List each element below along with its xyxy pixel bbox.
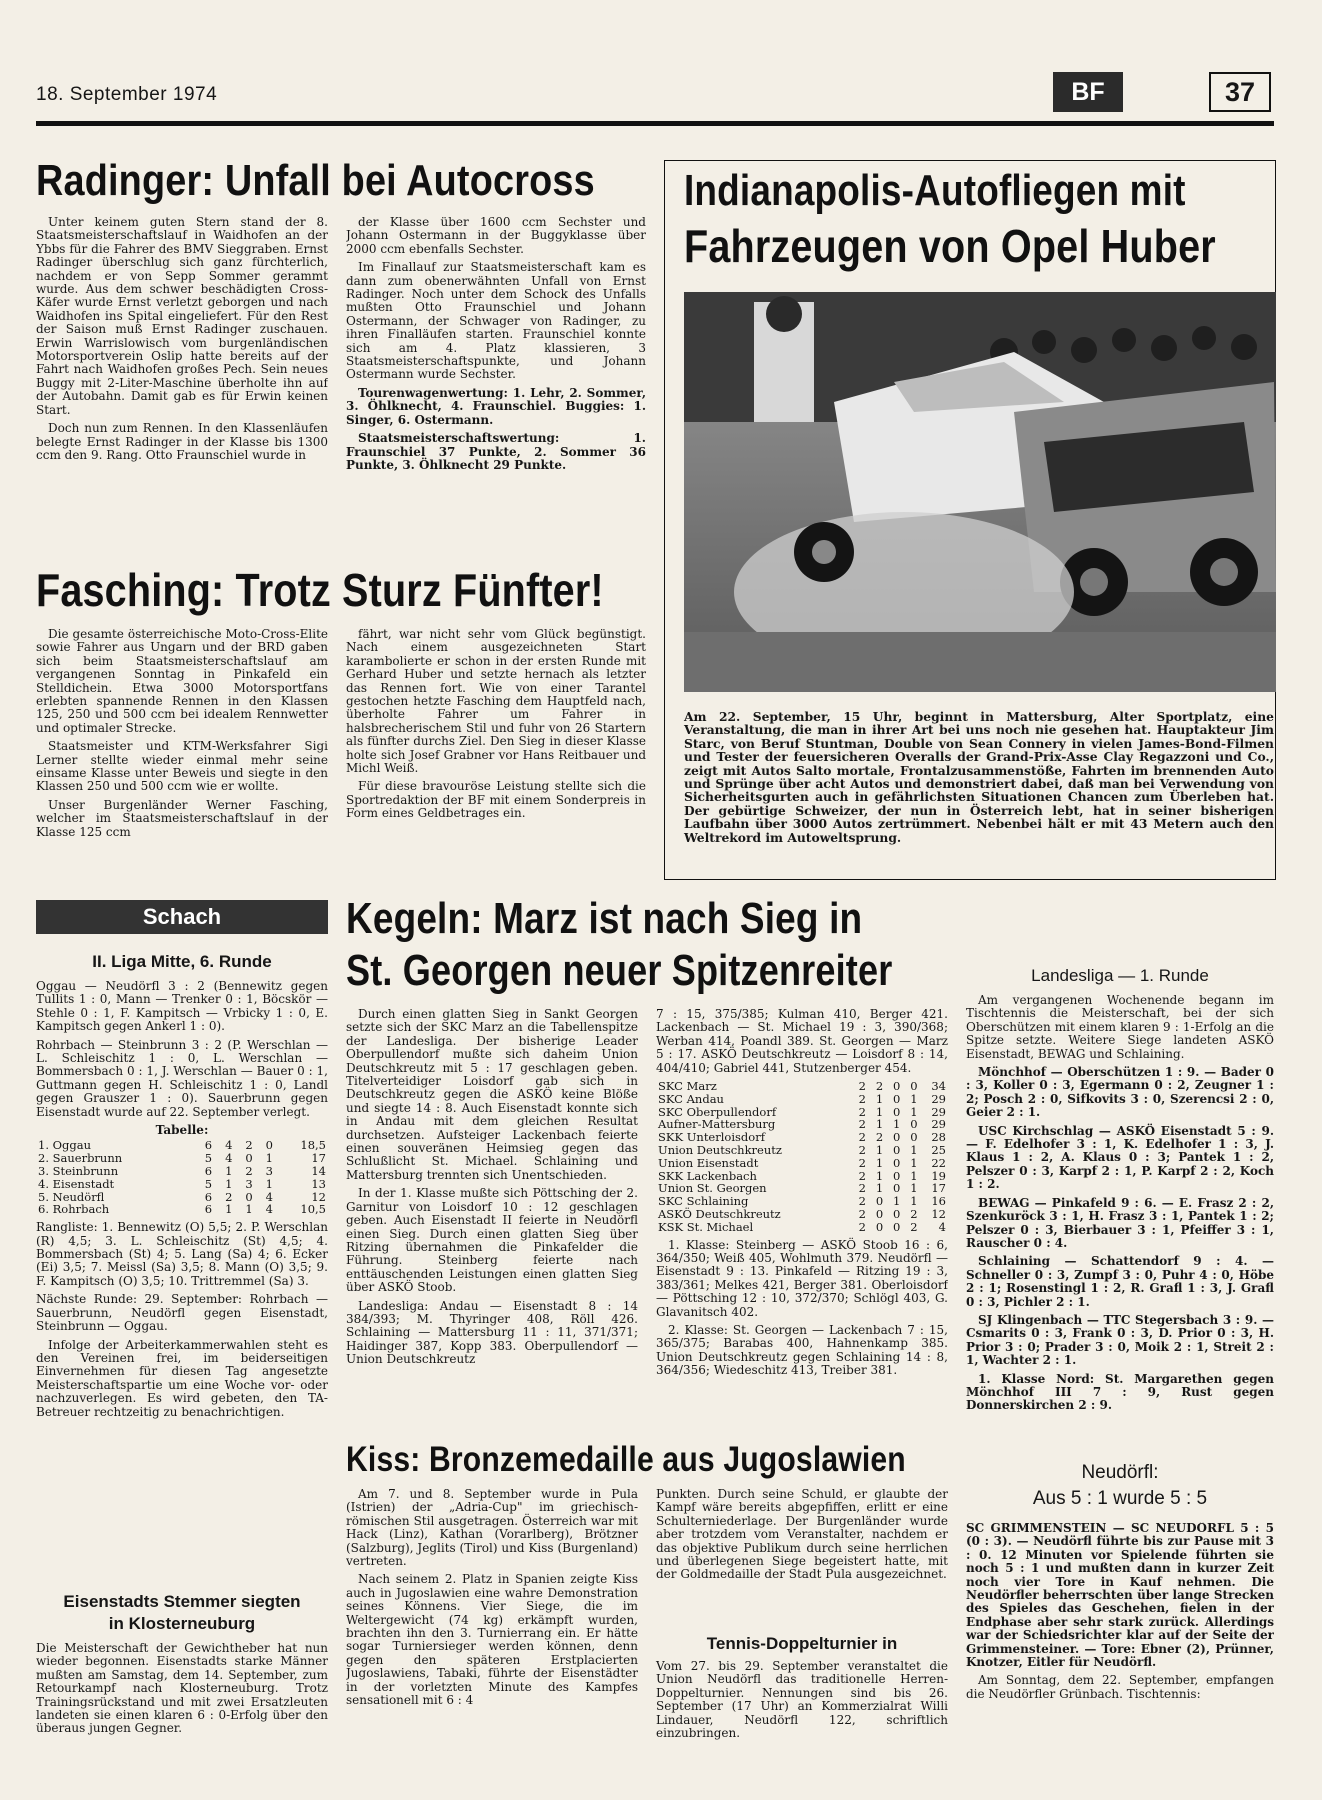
kegeln-table-value: 2 [875,1130,884,1145]
kegeln-table-value: 17 [931,1181,946,1196]
schach-subhead: II. Liga Mitte, 6. Runde [92,952,272,971]
kegeln-table-team: SKK Unterloisdorf [658,1130,765,1145]
kegeln-table-value: 2 [858,1104,866,1119]
kegeln-table-value: 2 [910,1219,918,1234]
issue-date: 18. September 1974 [36,84,218,105]
stemmer-headline-2: in Klosterneuburg [108,1614,256,1633]
schach-note: Infolge der Arbeiterkammerwahlen steht es den Vereinen frei, im beiderseitigen Einvernehmen für diesen Tag angesetzte Meisterschaftspartie um eine Woche vor- oder nachzuverlegen. Es wird gebeten, den TA-Betreuer rechtzeitig zu benachrichtigen. [36,1337,328,1419]
kegeln-table-row [656,1093,948,1106]
landesliga-p1: Am vergangenen Wochenende begann im Tischtennis die Meisterschaft, bei der sich Oberschützen mit einem klaren 9 : 1-Erfolg an die Spitze setzte. Weitere Siege landeten ASKÖ Eisenstadt, BEWAG und Schlaining. [966,994,1274,1061]
schach-table-value: 0 [245,1151,253,1166]
kegeln-p3: Landesliga: Andau — Eisenstadt 8 : 14 384/393; M. Thyringer 408, Röll 426. Schlaining — Mattersburg 11 : 11, 371/371; Haidinger 387, Kopp 383. Oberpullendorf — Union Deutschkreutz [346,1298,638,1367]
radinger-headline: Radinger: Unfall bei Autocross [36,156,595,205]
schach-table-title: Tabelle: [155,1123,209,1138]
schach-table-team: 2. Sauerbrunn [38,1151,123,1166]
indianapolis-headline-2: Fahrzeugen von Opel Huber [684,220,1216,272]
kegeln-table-value: 2 [858,1143,866,1158]
kegeln-table-value: 29 [931,1104,946,1119]
kegeln-table-value: 1 [875,1155,884,1170]
kegeln-table-row [656,1080,948,1093]
kegeln-p4: 1. Klasse: Steinberg — ASKÖ Stoob 16 : 6, 364/350; Weiß 405, Wohlmuth 379. Neudörfl — Eisenstadt 9 : 13. Pinkafeld — Ritzing 19 : 3, 383/361; Melkes 421, Berger 381. Oberloisdorf — Pöttsching 12 : 10, 372/370; Schlögl 403, G. Glavanitsch 402. [656,1237,948,1319]
kegeln-table-value: 0 [893,1143,901,1158]
kegeln-table-value: 34 [931,1079,946,1094]
neudoerfl-headline-2: Aus 5 : 1 wurde 5 : 5 [1032,1488,1208,1509]
kegeln-table-value: 0 [875,1194,884,1209]
schach-next-round: Nächste Runde: 29. September: Rohrbach — Sauerbrunn, Neudörfl gegen Eisenstadt, Steinbrunn — Oggau. [36,1292,328,1334]
kegeln-table-team: SKC Oberpullendorf [658,1104,777,1119]
fasching-p4: fährt, war nicht sehr vom Glück begünstigt. Nach einem ausgezeichneten Start karambolierte er schon in der ersten Runde mit Gerhard Huber und setzte hernach als letzter das Rennen fort. Wie von einer Tarantel gestochen hetzte Fasching dem Hauptfeld nach, überholte Fahrer um Fahrer in halsbrecherischem Stil und fuhr von 26 Startern als fünfter durchs Ziel. Den Sieg in dieser Klasse holte sich Josef Grabner vor Hans Reitbauer und Michl Weiß. [346,628,646,776]
schach-table-value: 14 [311,1164,326,1179]
radinger-p1: Unter keinem guten Stern stand der 8. Staatsmeisterschaftslauf in Waidhofen an der Ybbs für die Fahrer des BMV Sieggraben. Ernst Radinger überschlug sich ganz fürchterlich, nachdem er von Sepp Sommer gerammt wurde. Aus dem schwer beschädigten Cross-Käfer wurde Ernst verletzt geborgen und nach Waidhofen ins Spital eingeliefert. Für den Rest der Saison muß Ernst Radinger zuschauen. Erwin Warrislowisch vom burgenländischen Motorsportverein Oslip hatte bereits auf der Fahrt nach Waidhofen großes Pech. Sein neues Buggy mit 2-Liter-Maschine überholte ihn auf der Autobahn. Damit gab es für Erwin keinen Start. [36,216,328,417]
kegeln-table-value: 1 [910,1143,918,1158]
schach-results-2: Rohrbach — Steinbrunn 3 : 2 (P. Werschlan — L. Schleischitz 1 : 0, L. Werschlan — Bommersbach 0 : 1, J. Werschlan — Bauer 0 : 1, Guttmann gegen H. Schleischitz 1 : 0, Landl gegen Grauszer 1 : 0). Sauerbrunn gegen Eisenstadt wurde auf 22. September verlegt. [36,1037,328,1119]
kegeln-table-value: 1 [893,1117,901,1132]
radinger-p5: Tourenwagenwertung: 1. Lehr, 2. Sommer, 3. Öhlknecht, 4. Fraunschiel. Buggies: 1. Singer, 6. Ostermann. [346,385,646,427]
kegeln-table-value: 28 [931,1130,946,1145]
kegeln-col2 [656,1008,948,1430]
schach-table-value: 5 [204,1176,213,1191]
kegeln-table-value: 0 [893,1091,901,1106]
kegeln-table-value: 1 [910,1155,918,1170]
page-number: 37 [1209,72,1271,112]
schach-table-value: 12 [311,1189,326,1204]
schach-table-value: 17 [311,1151,326,1166]
indianapolis-caption: Am 22. September, 15 Uhr, beginnt in Mattersburg, Alter Sportplatz, eine Veranstaltung, die man in ihrer Art bei uns noch nie gesehen hat. Hauptakteur Jim Starc, von Beruf Stuntman, Double von Sean Connery in vielen James-Bond-Filmen und Tester der feuersicheren Overalls der Grand-Prix-Asse Clay Regazzoni und Co., zeigt mit Autos Salto mortale, Frontalzusammenstöße, Fahrten im brennenden Auto und Sprünge über acht Autos und demonstriert dabei, daß man bei Verwendung von Sicherheitsgurten auch in gefährlichsten Situationen Chancen zum Überleben hat. Der gebürtige Schweizer, der nun in Österreich lebt, hat in seiner bisherigen Laufbahn über 3000 Autos zertrümmert. Nebenbei hält er mit 43 Metern auch den Weltrekord im Autoweltsprung. [684,709,1274,845]
neudoerfl-body [966,1522,1274,1788]
kegeln-table-value: 29 [931,1117,946,1132]
landesliga-headline: Landesliga — 1. Runde [1031,966,1209,985]
masthead-rule [36,121,1274,126]
kegeln-table-value: 2 [910,1207,918,1221]
schach-table-value: 5 [204,1151,213,1166]
schach-table-value: 10,5 [300,1202,326,1217]
kiss-headline: Kiss: Bronzemedaille aus Jugoslawien [346,1440,906,1479]
kegeln-table-value: 25 [931,1143,946,1158]
landesliga-p4: BEWAG — Pinkafeld 9 : 6. — E. Frasz 2 : 2, Szenkuröck 3 : 1, H. Frasz 3 : 1, Pantek 1 : 2; Pelszer 0 : 3, Bierbauer 3 : 1, Pfeiffer 3 : 1, Rauscher 0 : 4. [966,1195,1274,1250]
schach-table-value: 4 [225,1138,233,1153]
kiss-col1 [346,1488,638,1788]
kegeln-table-value: 1 [875,1181,884,1196]
schach-table-team: 1. Oggau [38,1138,92,1153]
kegeln-col1 [346,1008,638,1430]
schach-table-team: 5. Neudörfl [38,1189,105,1204]
kegeln-table-value: 0 [875,1219,884,1234]
kegeln-results-top: 7 : 15, 375/385; Kulman 410, Berger 421. Lackenbach — St. Michael 19 : 3, 390/368; Werban 414, Poandl 389. St. Georgen — Marz 5 : 17. ASKÖ Deutschkreutz — Loisdorf 8 : 14, 404/410; Gabriel 441, Stutzenberger 454. [656,1008,948,1075]
schach-table-value: 1 [225,1176,233,1191]
kegeln-table-value: 0 [875,1207,884,1221]
kegeln-table [656,1080,948,1234]
kegeln-table-team: Union Eisenstadt [658,1155,759,1170]
kegeln-table-value: 0 [893,1181,901,1196]
schach-table-value: 2 [225,1189,233,1204]
kegeln-table-value: 1 [875,1104,884,1119]
kiss-col2 [656,1488,948,1632]
kegeln-table-team: Union Deutschkreutz [658,1143,782,1158]
kegeln-table-value: 2 [858,1219,866,1234]
kiss-p3: Punkten. Durch seine Schuld, er glaubte der Kampf wäre bereits abgepfiffen, erlitt er eine Schulterniederlage. Der Burgenländer wurde aber trotzdem vom Veranstalter, nachdem er das objektive Publikum durch seine herrlichen und überlegenen Siege begeistert hatte, mit der Goldmedaille der Stadt Pula ausgezeichnet. [656,1488,948,1582]
schach-table-team: 4. Eisenstadt [38,1176,115,1191]
kegeln-table-row [656,1221,948,1234]
kegeln-table-value: 0 [910,1117,918,1132]
kegeln-table-value: 0 [893,1104,901,1119]
kegeln-table-value: 0 [910,1079,918,1094]
kegeln-table-value: 2 [858,1168,866,1183]
kegeln-table-value: 1 [910,1194,918,1209]
kegeln-table-team: ASKÖ Deutschkreutz [658,1207,781,1221]
stunt-car-photo [684,292,1276,692]
kegeln-table-value: 2 [858,1079,866,1094]
kegeln-table-value: 22 [931,1155,946,1170]
kegeln-table-row [656,1144,948,1157]
kiss-p1: Am 7. und 8. September wurde in Pula (Istrien) der „Adria-Cup" im griechisch-römischen Stil ausgetragen. Österreich war mit Hack (Linz), Kathan (Vorarlberg), Brötzner (Salzburg), Jeglits (Tirol) und Kiss (Burgenland) vertreten. [346,1488,638,1569]
neudoerfl-headline-1: Neudörfl: [1081,1462,1159,1483]
schach-table-value: 0 [245,1189,253,1204]
fasching-p3: Unser Burgenländer Werner Fasching, welcher im Staatsmeisterschaftslauf in der Klasse 125 ccm [36,797,328,839]
kegeln-table-value: 2 [858,1207,866,1221]
tennis-turnier-headline: Tennis-Doppelturnier in [706,1634,898,1653]
kegeln-table-value: 1 [875,1091,884,1106]
schach-table-value: 1 [245,1202,253,1217]
neudoerfl-p1: SC GRIMMENSTEIN — SC NEUDÖRFL 5 : 5 (0 : 3). — Neudörfl führte bis zur Pause mit 3 : 0. 12 Minuten vor Spielende führten sie noch 5 : 1 und mußten dann in kurzer Zeit noch vier Tore in Kauf nehmen. Die Neudörfler beherrschten über lange Strecken des Spieles das Geschehen, fielen in der Endphase aber sehr stark zurück. Allerdings war der Schiedsrichter klar auf der Seite der Grimmensteiner. — Tore: Ebner (2), Prünner, Knotzer, Eitler für Neudörfl. [966,1522,1274,1670]
schach-table-value: 13 [311,1176,326,1191]
tennis-turnier-text: Vom 27. bis 29. September veranstaltet die Union Neudörfl das traditionelle Herren-Doppelturnier. Nennungen sind bis 26. September (17 Uhr) an Kommerzialrat Willi Lindauer, Neudörfl 122, schriftlich einzubringen. [656,1659,948,1741]
kegeln-table-team: KSK St. Michael [658,1219,754,1234]
schach-table-value: 2 [245,1138,253,1153]
kegeln-table-value: 1 [910,1091,918,1106]
kegeln-table-value: 1 [875,1168,884,1183]
kegeln-table-value: 2 [858,1117,866,1132]
radinger-p6: Staatsmeisterschaftswertung: 1. Fraunschiel 37 Punkte, 2. Sommer 36 Punkte, 3. Öhlknecht 29 Punkte. [346,431,646,472]
kegeln-table-row [656,1208,948,1221]
landesliga-p3: USC Kirchschlag — ASKÖ Eisenstadt 5 : 9. — F. Edelhofer 3 : 1, K. Edelhofer 1 : 3, J. Klaus 1 : 2, A. Klaus 0 : 3; Pantek 1 : 2, Pelszer 0 : 3, Karpf 2 : 1, P. Karpf 2 : 2, Koch 1 : 2. [966,1123,1274,1192]
kegeln-table-value: 19 [931,1168,946,1183]
kegeln-table-value: 2 [875,1079,884,1094]
schach-table-value: 1 [225,1164,233,1179]
kegeln-table-value: 0 [893,1219,901,1234]
fasching-p1: Die gesamte österreichische Moto-Cross-Elite sowie Fahrer aus Ungarn und der BRD gaben sich beim Staatsmeisterschaftslauf am vergangenen Sonntag in Pinkafeld ein Stelldichein. Etwa 3000 Motorsportfans erlebten spannende Rennen in den Klassen 125, 250 und 500 ccm bei idealem Rennwetter und optimaler Strecke. [36,628,328,735]
schach-table-value: 3 [265,1164,273,1179]
schach-table-row [36,1203,328,1216]
fasching-col2 [346,628,646,882]
schach-results [36,980,328,1424]
kegeln-table-row [656,1157,948,1170]
stemmer-text: Die Meisterschaft der Gewichtheber hat nun wieder begonnen. Eisenstadts starke Männer mußten am Samstag, dem 14. September, zum Retourkampf nach Klosterneuburg. Trotz Trainingsrückstand und mit zwei Ersatzleuten landeten sie einen klaren 6 : 0-Erfolg über den überaus jungen Gegner. [36,1641,328,1736]
schach-table-value: 0 [265,1138,273,1153]
schach-table-team: 3. Steinbrunn [38,1164,119,1179]
kegeln-table-value: 1 [910,1181,918,1196]
kegeln-headline-1: Kegeln: Marz ist nach Sieg in [346,894,863,943]
schach-table-value: 6 [204,1138,213,1153]
schach-table-value: 4 [265,1189,273,1204]
kegeln-table-value: 2 [858,1181,866,1196]
landesliga-p7: 1. Klasse Nord: St. Margarethen gegen Mönchhof III 7 : 9, Rust gegen Donnerskirchen 2 : 9. [966,1371,1274,1413]
kiss-p2: Nach seinem 2. Platz in Spanien zeigte Kiss auch in Jugoslawien eine wahre Demonstration seines Könnens. Vier Siege, die im Weltergewicht (74 kg) erkämpft wurden, brachten ihn den 3. Turnierrang ein. Er hätte sogar Turniersieger werden können, denn gegen den späteren Erstplacierten Jugoslawiens, Tabaki, führte der Eisenstädter in der vorletzten Minute des Kampfes sensationell mit 6 : 4 [346,1572,638,1708]
kegeln-table-team: SKC Andau [658,1091,724,1106]
schach-table-row [36,1165,328,1178]
kegeln-table-value: 0 [893,1207,901,1221]
kegeln-table-team: SKC Schlaining [658,1194,749,1209]
kegeln-table-value: 1 [893,1194,901,1209]
radinger-col1 [36,216,328,546]
kegeln-table-value: 29 [931,1091,946,1106]
kegeln-table-value: 1 [875,1117,884,1132]
radinger-p3: der Klasse über 1600 ccm Sechster und Johann Ostermann in der Buggyklasse über 2000 ccm ebenfalls Sechster. [346,216,646,256]
kegeln-table-team: Union St. Georgen [658,1181,767,1196]
schach-table-value: 6 [204,1202,213,1217]
schach-table-value: 2 [245,1164,253,1179]
schach-table-value: 4 [225,1151,233,1166]
kegeln-table-team: SKK Lackenbach [658,1168,757,1183]
kegeln-table-value: 1 [875,1143,884,1158]
kegeln-table-value: 0 [893,1079,901,1094]
kegeln-table-value: 0 [893,1168,901,1183]
fasching-p5: Für diese bravouröse Leistung stellte sich die Sportredaktion der BF mit einem Sonderpreis in Form eines Geldbetrages ein. [346,779,646,821]
schach-table-value: 3 [245,1176,253,1191]
kegeln-p2: In der 1. Klasse mußte sich Pöttsching der 2. Garnitur von Loisdorf 10 : 12 geschlagen geben. Auch Eisenstadt II feierte in Neudörfl einen Sieg. Durch einen glatten Sieg über Ritzing übernahmen die Pinkafelder die Führung. Steinberg feierte nach enttäuschenden Leistungen einen glatten Sieg über ASKÖ Stoob. [346,1186,638,1295]
schach-table-value: 1 [265,1151,273,1166]
landesliga-body [966,994,1274,1434]
landesliga-p6: SJ Klingenbach — TTC Stegersbach 3 : 9. — Csmarits 0 : 3, Frank 0 : 3, D. Prior 0 : 3, H. Prior 3 : 0; Prader 3 : 0, Moik 2 : 1, Streit 2 : 1, Wachter 2 : 1. [966,1312,1274,1368]
kegeln-table-value: 12 [931,1207,946,1221]
kegeln-table-value: 0 [893,1155,901,1170]
schach-table-value: 4 [265,1202,273,1217]
schach-table-row [36,1178,328,1191]
schach-table-value: 18,5 [300,1138,326,1153]
kegeln-table-team: SKC Marz [658,1079,717,1094]
schach-results-1: Oggau — Neudörfl 3 : 2 (Bennewitz gegen Tullits 1 : 0, Mann — Trenker 0 : 1, Böcskör — Stehle 0 : 1, F. Kampitsch — Vrbicky 1 : 0, E. Kampitsch gegen Ankerl 1 : 0). [36,979,328,1034]
schach-table-value: 1 [265,1176,273,1191]
kegeln-table-value: 2 [858,1130,866,1145]
kegeln-table-value: 16 [931,1194,946,1209]
kegeln-table-value: 2 [858,1155,866,1170]
kegeln-table-value: 1 [910,1168,918,1183]
kegeln-table-value: 2 [858,1194,866,1209]
kegeln-table-value: 0 [893,1130,901,1145]
schach-table-value: 6 [204,1164,213,1179]
landesliga-p5: Schlaining — Schattendorf 9 : 4. — Schneller 0 : 3, Zumpf 3 : 0, Puhr 4 : 0, Höbe 2 : 1; Rosenstingl 1 : 2, R. Grafl 1 : 3, J. Grafl 0 : 3, Pichler 2 : 1. [966,1254,1274,1309]
radinger-p2: Doch nun zum Rennen. In den Klassenläufen belegte Ernst Radinger in der Klasse bis 1300 ccm den 9. Rang. Otto Fraunschiel wurde in [36,421,328,462]
schach-table-value: 6 [204,1189,213,1204]
radinger-col2 [346,216,646,546]
kegeln-table-value: 0 [910,1130,918,1145]
fasching-headline: Fasching: Trotz Sturz Fünfter! [36,564,604,616]
kegeln-p1: Durch einen glatten Sieg in Sankt Georgen setzte sich der SKC Marz an die Tabellenspitze der Landesliga. Der bisherige Leader Oberpullendorf mußte sich daheim Union Deutschkreutz mit 5 : 17 geschlagen geben. Titelverteidiger Loisdorf gab sich in Deutschkreutz gegen die ASKÖ keine Blöße und siegte 14 : 8. Auch Eisenstadt konnte sich in Andau mit dem gleichen Resultat durchsetzen. Aufsteiger Lackenbach feierte einen souveränen Heimsieg gegen das Schlußlicht St. Michael. Schlaining und Mattersburg trennten sich Unentschieden. [346,1008,638,1182]
radinger-p4: Im Finallauf zur Staatsmeisterschaft kam es dann zum obenerwähnten Unfall von Ernst Radinger. Noch unter dem Schock des Unfalls mußten Otto Fraunschiel und Johann Ostermann, der Schwager von Radinger, zu ihren Finalläufen starten. Fraunschiel konnte sich am 4. Platz klassieren, 3 Staatsmeisterschaftspunkte, und Johann Ostermann wurde Sechster. [346,260,646,382]
schach-banner: Schach [36,900,328,934]
landesliga-p2: Mönchhof — Oberschützen 1 : 9. — Bader 0 : 3, Koller 0 : 3, Egermann 0 : 2, Zeugner 1 : 2; Posch 2 : 0, Sifkovits 3 : 0, Szerencsi 2 : 0, Geier 2 : 1. [966,1065,1274,1120]
paper-logo: BF [1053,72,1123,112]
kegeln-table-team: Aufner-Mattersburg [658,1117,776,1132]
fasching-col1 [36,628,328,882]
schach-table [36,1139,328,1216]
kegeln-p5: 2. Klasse: St. Georgen — Lackenbach 7 : 15, 365/375; Barabas 400, Hahnenkamp 385. Union Deutschkreutz gegen Schlaining 14 : 8, 364/356; Wiedeschitz 413, Treiber 381. [656,1323,948,1378]
schach-table-team: 6. Rohrbach [38,1202,110,1217]
neudoerfl-p2: Am Sonntag, dem 22. September, empfangen die Neudörfler Grünbach. Tischtennis: [966,1673,1274,1701]
kegeln-table-value: 4 [938,1219,946,1234]
stemmer-headline-1: Eisenstadts Stemmer siegten [63,1592,301,1611]
kegeln-headline-2: St. Georgen neuer Spitzenreiter [346,946,893,995]
schach-table-value: 1 [225,1202,233,1217]
kegeln-table-value: 2 [858,1091,866,1106]
kegeln-table-value: 1 [910,1104,918,1119]
indianapolis-headline-1: Indianapolis-Autofliegen mit [684,166,1186,215]
fasching-p2: Staatsmeister und KTM-Werksfahrer Sigi Lerner stellte wieder einmal mehr seine einsame Klasse unter Beweis und siegte in den Klassen 250 und 500 ccm wie er wollte. [36,739,328,794]
schach-rangliste: Rangliste: 1. Bennewitz (O) 5,5; 2. P. Werschlan (R) 4,5; 3. L. Schleischitz (St) 4,5; 4. Bommersbach (St) 4; 5. Lang (Sa) 4; 6. Ecker (Ei) 3,5; 7. Meissl (Sa) 3,5; 8. Mann (O) 3,5; 9. F. Kampitsch (O) 3,5; 10. Trittremmel (Sa) 3. [36,1220,328,1288]
